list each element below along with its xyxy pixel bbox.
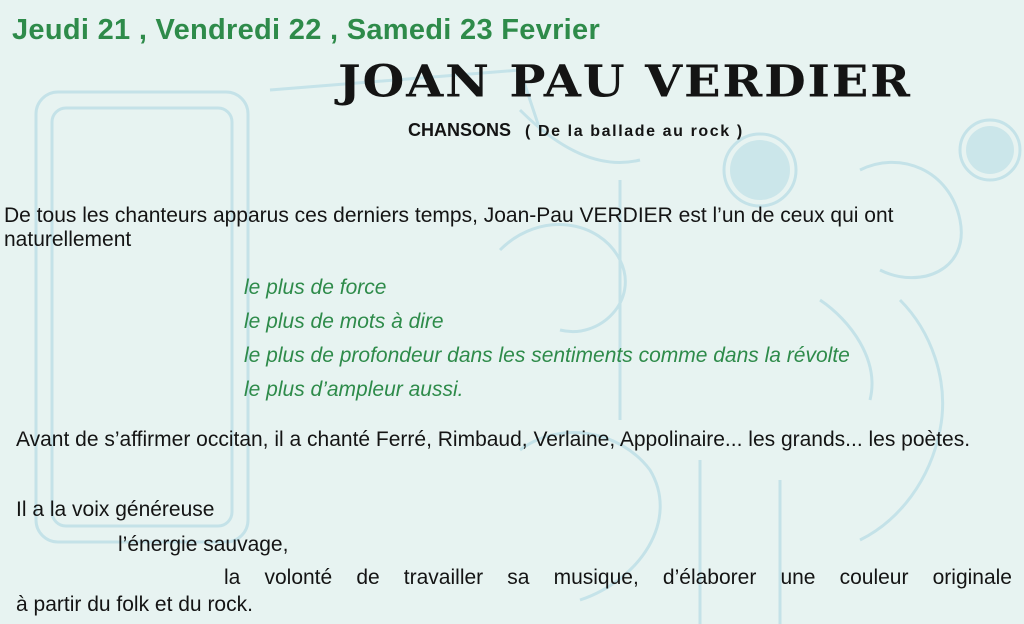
event-dates: Jeudi 21 , Vendredi 22 , Samedi 23 Fevrier: [12, 14, 601, 46]
page-title: JOAN PAU VERDIER: [338, 56, 912, 108]
paragraph-influences: Avant de s’affirmer occitan, il a chanté Ferré, Rimbaud, Verlaine, Appolinaire... les grands... les poètes.: [16, 428, 971, 451]
subtitle: [408, 120, 744, 141]
verse-line: le plus de force: [244, 276, 387, 299]
verse-line: le plus de mots à dire: [244, 310, 444, 333]
verse-list: [244, 271, 850, 407]
paragraph-voice-line4: à partir du folk et du rock.: [16, 593, 253, 616]
paragraph-voice-line2: l’énergie sauvage,: [118, 533, 289, 556]
intro-paragraph: De tous les chanteurs apparus ces derniers temps, Joan-Pau VERDIER est l’un de ceux qui ont naturellement: [4, 204, 894, 251]
paragraph-voice-line1: Il a la voix généreuse: [16, 498, 215, 521]
verse-line: le plus d’ampleur aussi.: [244, 378, 464, 401]
subtitle-description: ( De la ballade au rock ): [525, 123, 744, 140]
verse-line: le plus de profondeur dans les sentiments comme dans la révolte: [244, 344, 850, 367]
paragraph-voice-line3: la volonté de travailler sa musique, d’élaborer une couleur originale: [224, 566, 1012, 589]
subtitle-genre: CHANSONS: [408, 120, 512, 140]
